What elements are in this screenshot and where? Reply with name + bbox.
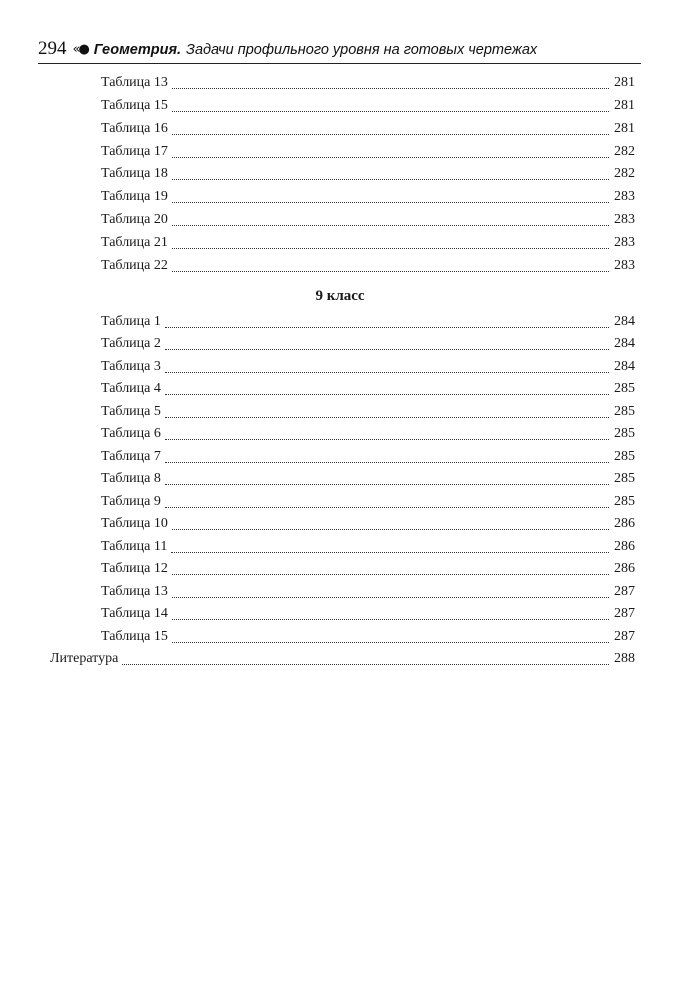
toc-entry[interactable]: [101, 627, 635, 647]
running-header: [38, 38, 641, 60]
toc-entry-page: 281: [614, 75, 635, 90]
toc-entry-page: 286: [614, 561, 635, 576]
dot-leader: [165, 507, 609, 508]
toc-entry[interactable]: [101, 604, 635, 624]
dot-leader: [172, 529, 609, 530]
toc-entry[interactable]: [101, 210, 635, 230]
toc-entry[interactable]: [101, 73, 635, 93]
dot-leader: [172, 111, 609, 112]
toc-entry-label: Таблица 10: [101, 516, 168, 531]
toc-entry[interactable]: [101, 514, 635, 534]
dot-leader: [165, 327, 609, 328]
toc-entry[interactable]: [101, 537, 635, 557]
toc-entry-page: 284: [614, 314, 635, 329]
ornament-icon: «●: [72, 42, 88, 57]
toc-entry[interactable]: [101, 379, 635, 399]
toc-entry-page: 282: [614, 166, 635, 181]
dot-leader: [172, 271, 609, 272]
book-title: Геометрия.: [93, 42, 182, 58]
dot-leader: [172, 202, 609, 203]
toc-entry-label: Таблица 13: [101, 584, 168, 599]
toc-entry-page: 287: [614, 629, 635, 644]
book-subtitle: Задачи профильного уровня на готовых чертежах: [186, 42, 538, 58]
toc-entry[interactable]: [101, 334, 635, 354]
section-heading: 9 класс: [315, 288, 365, 304]
toc-entry-page: 283: [614, 258, 635, 273]
toc-entry-page: 287: [614, 606, 635, 621]
toc-entry-page: 282: [614, 144, 635, 159]
header-rule: [38, 63, 641, 64]
toc-entry-label: Таблица 2: [101, 336, 161, 351]
toc-entry[interactable]: [101, 233, 635, 253]
toc-entry-label: Таблица 12: [101, 561, 168, 576]
dot-leader: [165, 417, 609, 418]
toc-entry-page: 284: [614, 336, 635, 351]
toc-entry-label: Таблица 9: [101, 494, 161, 509]
toc-entry-page: 285: [614, 404, 635, 419]
toc-entry[interactable]: [101, 424, 635, 444]
dot-leader: [172, 248, 609, 249]
dot-leader: [172, 179, 609, 180]
toc-entry-page: 285: [614, 449, 635, 464]
toc-entry[interactable]: [101, 469, 635, 489]
toc-entry[interactable]: [101, 187, 635, 207]
dot-leader: [172, 225, 609, 226]
dot-leader: [172, 597, 609, 598]
toc-entry[interactable]: [101, 559, 635, 579]
dot-leader: [165, 349, 609, 350]
toc-entry[interactable]: [101, 96, 635, 116]
toc-entry-page: 281: [614, 121, 635, 136]
toc-entry-page: 283: [614, 235, 635, 250]
toc-entry[interactable]: [101, 256, 635, 276]
toc-entry-page: 286: [614, 516, 635, 531]
dot-leader: [172, 619, 609, 620]
toc-entry-label: Таблица 1: [101, 314, 161, 329]
toc-entry-page: 283: [614, 189, 635, 204]
toc-entry-label: Таблица 7: [101, 449, 161, 464]
toc-entry-label: Таблица 22: [101, 258, 168, 273]
toc-entry[interactable]: [101, 582, 635, 602]
toc-entry-label: Таблица 19: [101, 189, 168, 204]
toc-entry-page: 288: [614, 651, 635, 666]
page-number: 294: [38, 38, 67, 59]
toc-entry-page: 285: [614, 471, 635, 486]
toc-entry-page: 285: [614, 494, 635, 509]
toc-entry-page: 283: [614, 212, 635, 227]
toc-entry[interactable]: [101, 492, 635, 512]
toc-entry-page: 281: [614, 98, 635, 113]
dot-leader: [165, 484, 609, 485]
toc-entry-label: Литература: [50, 651, 119, 666]
dot-leader: [165, 394, 609, 395]
toc-entry[interactable]: [101, 312, 635, 332]
toc-entry-label: Таблица 6: [101, 426, 161, 441]
toc-entry-label: Таблица 11: [101, 539, 168, 554]
toc-entry[interactable]: [101, 402, 635, 422]
dot-leader: [165, 439, 609, 440]
toc-entry-page: 285: [614, 426, 635, 441]
toc-entry-page: 284: [614, 359, 635, 374]
toc-entry-page: 287: [614, 584, 635, 599]
toc-entry-label: Таблица 13: [101, 75, 168, 90]
toc-entry-label: Таблица 17: [101, 144, 168, 159]
dot-leader: [165, 372, 609, 373]
toc-entry-label: Таблица 3: [101, 359, 161, 374]
toc-entry-label: Таблица 15: [101, 98, 168, 113]
toc-entry-page: 286: [614, 539, 635, 554]
toc-entry-label: Таблица 18: [101, 166, 168, 181]
toc-entry[interactable]: [101, 119, 635, 139]
toc-entry-label: Таблица 21: [101, 235, 168, 250]
toc-entry-label: Таблица 15: [101, 629, 168, 644]
toc-entry[interactable]: [101, 142, 635, 162]
toc-entry-label: Таблица 5: [101, 404, 161, 419]
toc-entry-label: Таблица 16: [101, 121, 168, 136]
dot-leader: [172, 642, 609, 643]
dot-leader: [165, 462, 609, 463]
dot-leader: [172, 134, 609, 135]
dot-leader: [171, 552, 609, 553]
dot-leader: [172, 574, 609, 575]
toc-entry-page: 285: [614, 381, 635, 396]
dot-leader: [172, 157, 609, 158]
toc-entry-bibliography[interactable]: [50, 649, 635, 669]
dot-leader: [172, 88, 609, 89]
toc-entry[interactable]: [101, 447, 635, 467]
toc-entry-label: Таблица 4: [101, 381, 161, 396]
toc-entry-label: Таблица 8: [101, 471, 161, 486]
toc-entry-label: Таблица 20: [101, 212, 168, 227]
toc-entry[interactable]: [101, 357, 635, 377]
toc-entry[interactable]: [101, 164, 635, 184]
dot-leader: [122, 664, 609, 665]
toc-entry-label: Таблица 14: [101, 606, 168, 621]
